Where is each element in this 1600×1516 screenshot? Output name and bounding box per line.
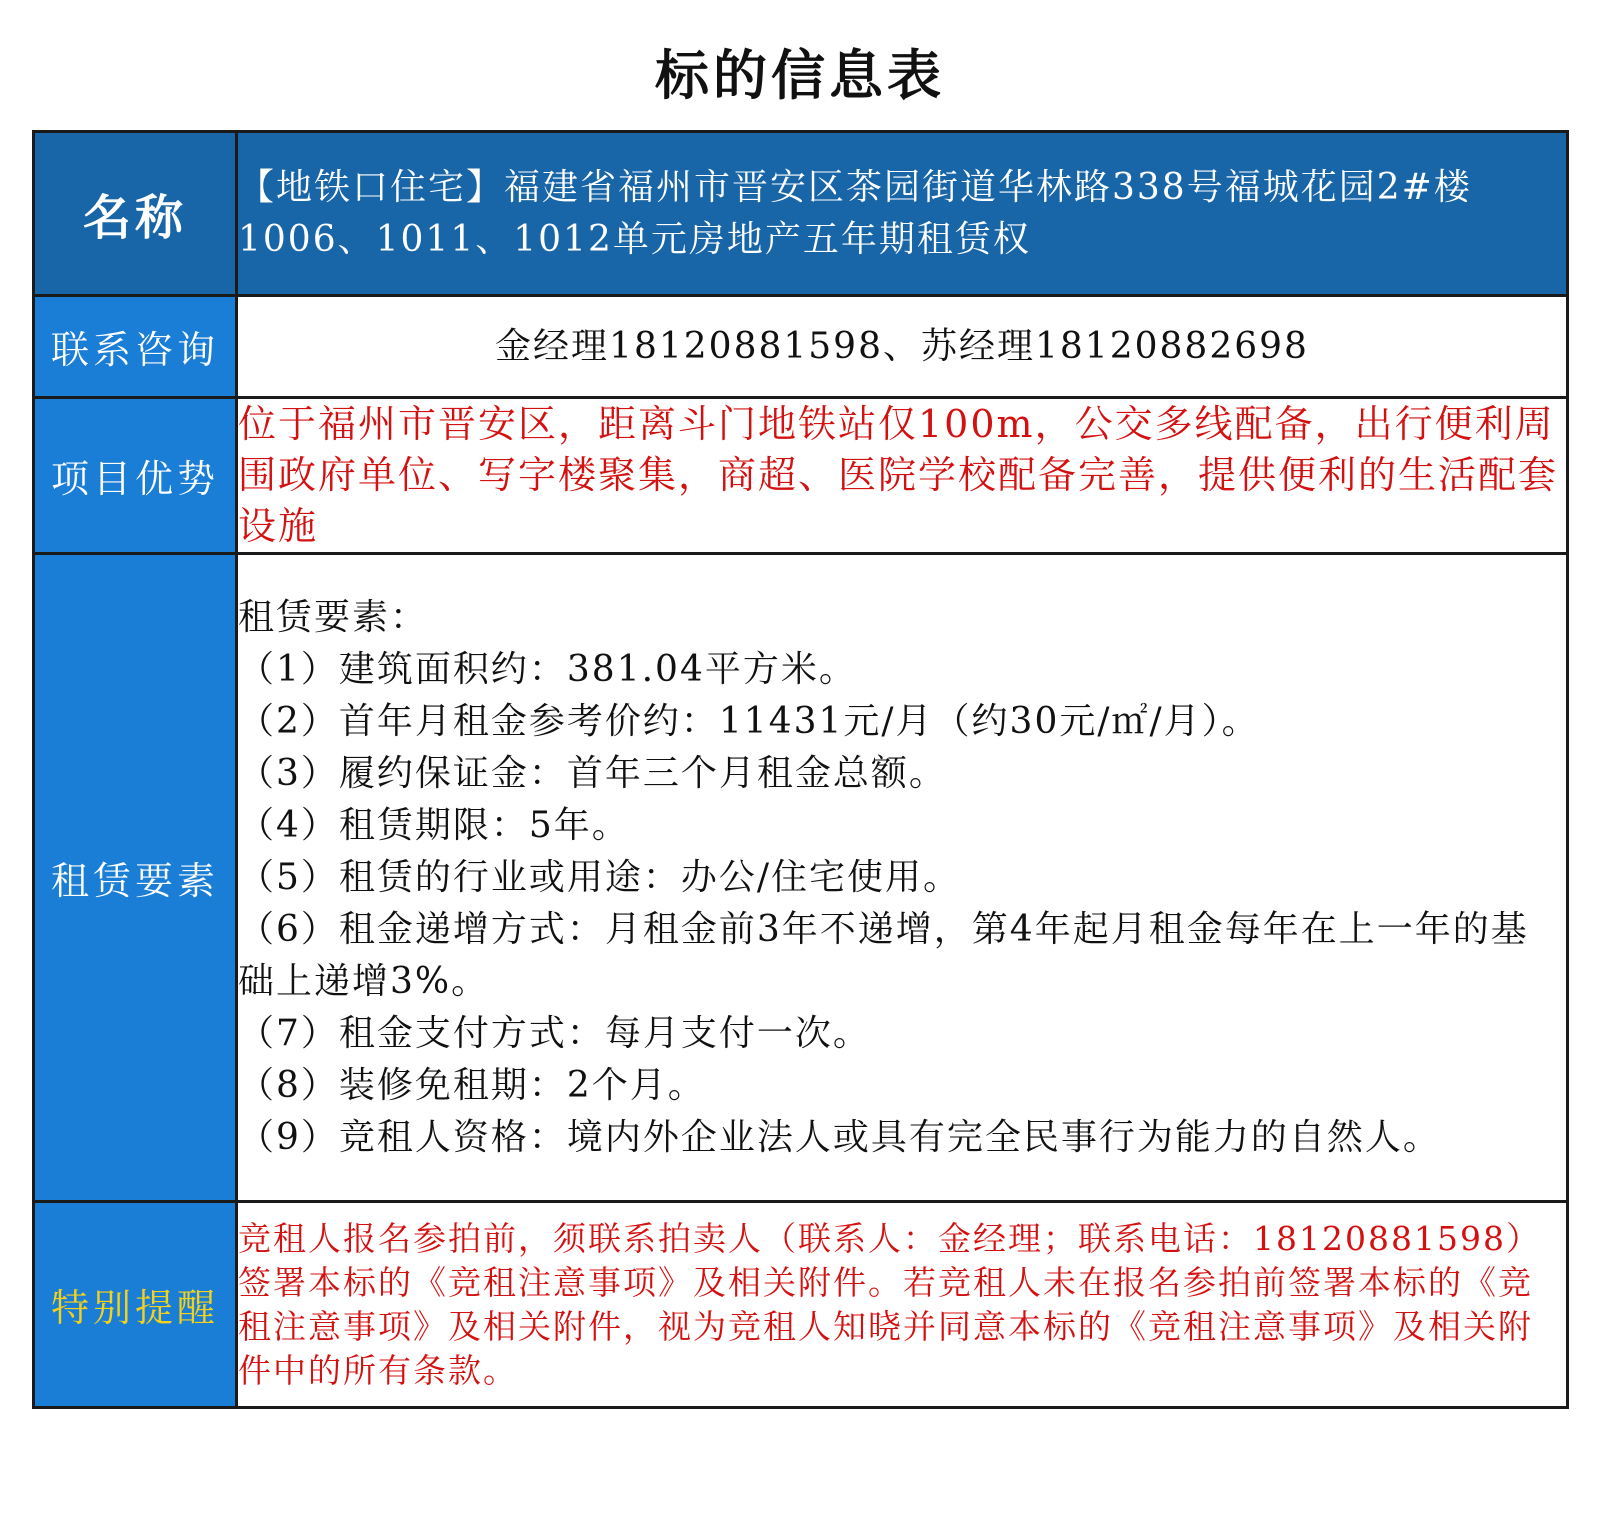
terms-value — [237, 554, 1568, 1202]
table-row-notice — [34, 1202, 1568, 1408]
contact-label: 联系咨询 — [34, 296, 237, 398]
term-item-9: （9）竞租人资格：境内外企业法人或具有完全民事行为能力的自然人。 — [238, 1116, 1441, 1158]
term-item-6: （6）租金递增方式：月租金前3年不递增，第4年起月租金每年在上一年的基础上递增3%。 — [238, 908, 1529, 1002]
table-row-advantages — [34, 398, 1568, 554]
table-row-name — [34, 132, 1568, 296]
contact-value: 金经理18120881598、苏经理18120882698 — [237, 296, 1568, 398]
name-label: 名称 — [34, 132, 237, 296]
term-item-5: （5）租赁的行业或用途：办公/住宅使用。 — [238, 856, 962, 898]
term-item-8: （8）装修免租期：2个月。 — [238, 1064, 706, 1106]
term-item-4: （4）租赁期限：5年。 — [238, 804, 630, 846]
term-item-3: （3）履约保证金：首年三个月租金总额。 — [238, 752, 947, 794]
term-item-1: （1）建筑面积约：381.04平方米。 — [238, 648, 857, 690]
notice-label: 特别提醒 — [34, 1202, 237, 1408]
table-row-terms — [34, 554, 1568, 1202]
term-item-7: （7）租金支付方式：每月支付一次。 — [238, 1012, 871, 1054]
advantages-value: 位于福州市晋安区，距离斗门地铁站仅100m，公交多线配备，出行便利周围政府单位、写字楼聚集，商超、医院学校配备完善，提供便利的生活配套设施 — [237, 398, 1568, 554]
page-title: 标的信息表 — [655, 44, 945, 107]
notice-value: 竞租人报名参拍前，须联系拍卖人（联系人：金经理；联系电话：18120881598）签署本标的《竞租注意事项》及相关附件。若竞租人未在报名参拍前签署本标的《竞租注意事项》及相关附件，视为竞租人知晓并同意本标的《竞租注意事项》及相关附件中的所有条款。 — [237, 1202, 1568, 1408]
info-table — [32, 130, 1569, 1409]
terms-label: 租赁要素 — [34, 554, 237, 1202]
name-value: 【地铁口住宅】福建省福州市晋安区茶园街道华林路338号福城花园2#楼1006、1011、1012单元房地产五年期租赁权 — [237, 132, 1568, 296]
table-row-contact — [34, 296, 1568, 398]
term-item-2: （2）首年月租金参考价约：11431元/月（约30元/㎡/月）。 — [238, 700, 1260, 742]
terms-heading: 租赁要素： — [238, 596, 429, 638]
advantages-label: 项目优势 — [34, 398, 237, 554]
